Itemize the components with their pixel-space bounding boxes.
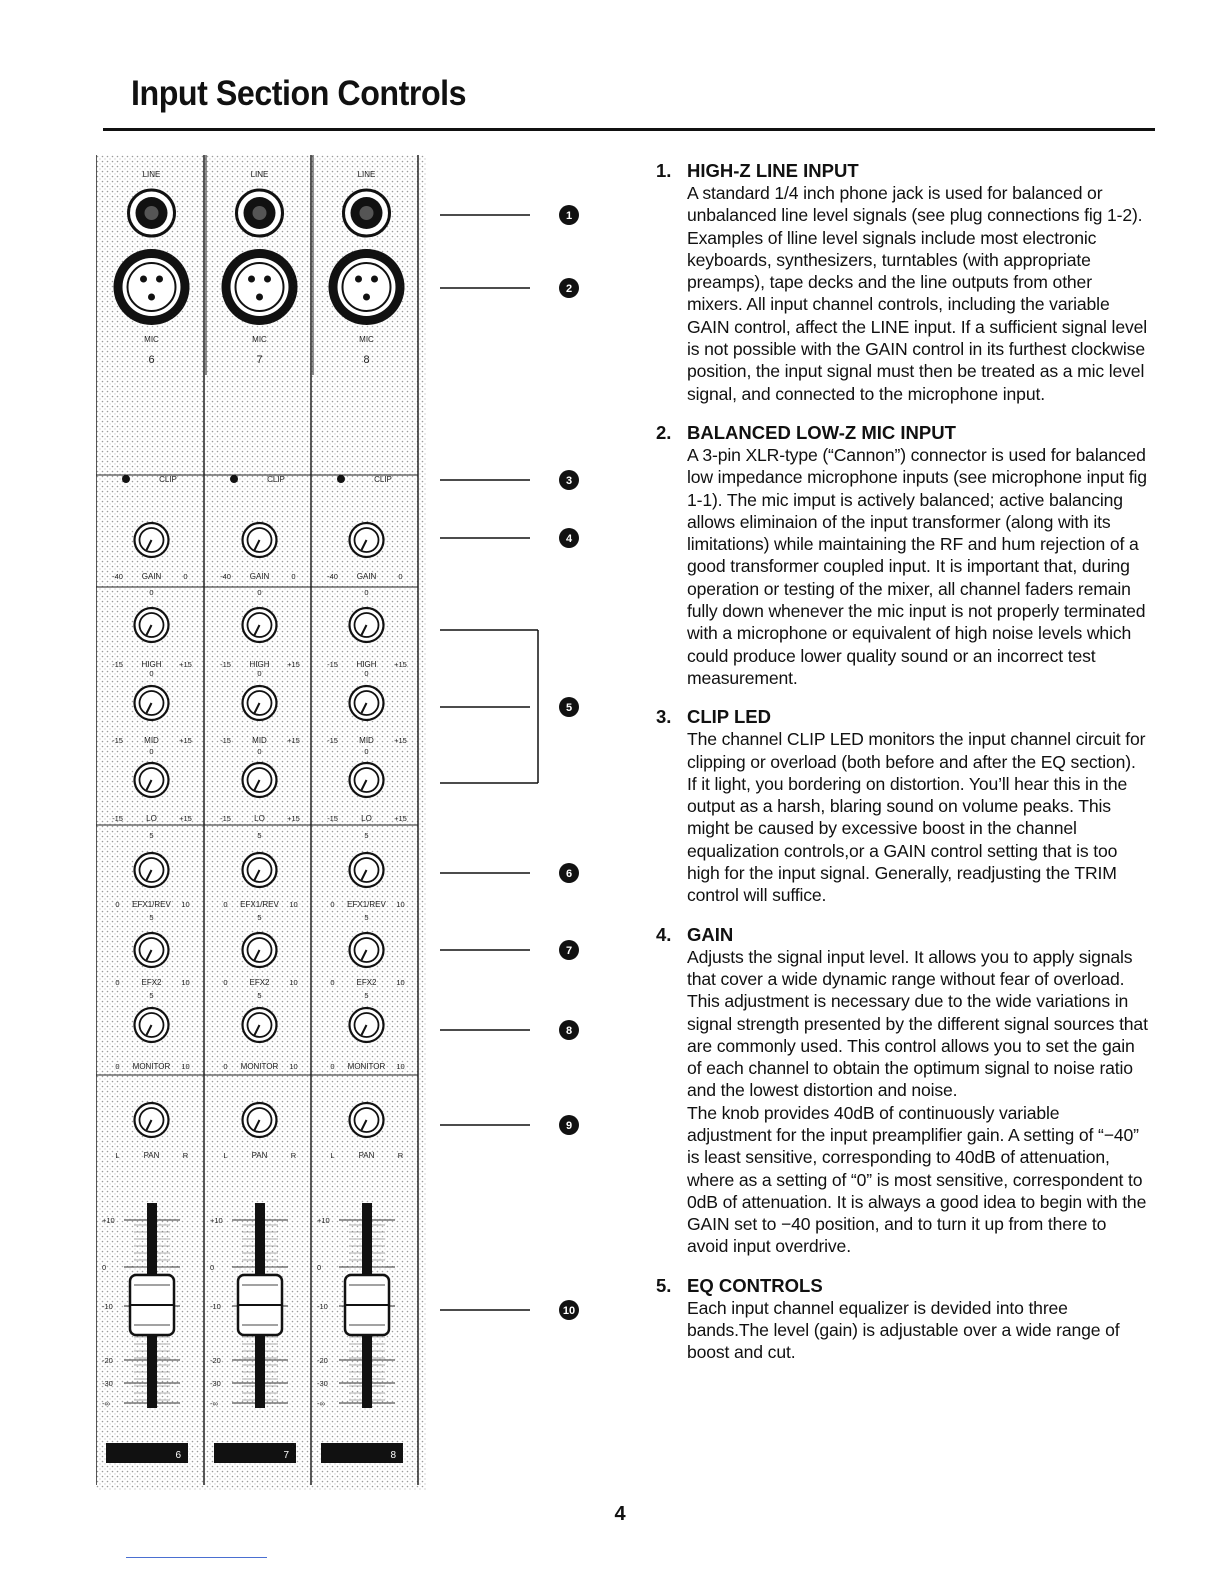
knob-scale-min: -40 (220, 572, 231, 581)
knob-scale-min: -15 (220, 660, 231, 669)
knob-scale-min: -15 (327, 814, 338, 823)
callout-lines (430, 190, 600, 1340)
knob-scale-min: 0 (330, 1062, 335, 1071)
fader-scale-mark: -∞ (102, 1399, 110, 1408)
clip-led (337, 475, 345, 483)
line-label: LINE (250, 170, 269, 179)
fader-scale-mark: -30 (210, 1379, 221, 1388)
section-heading-text: GAIN (687, 923, 734, 945)
section-1 (656, 160, 1148, 405)
section-heading (656, 422, 1148, 444)
knob-label: HIGH (249, 660, 270, 669)
page-title: Input Section Controls (131, 74, 467, 113)
knob-scale-min: 0 (223, 900, 228, 909)
callout-5 (440, 697, 579, 717)
knob-scale-top: 5 (149, 913, 154, 922)
callout-1 (440, 205, 579, 225)
callout-number: 7 (565, 945, 573, 957)
section-heading (656, 924, 1148, 946)
line-label: LINE (357, 170, 376, 179)
knob-scale-top: 0 (149, 588, 154, 597)
knob-scale-top: 0 (149, 669, 154, 678)
knob-scale-min: 0 (223, 978, 228, 987)
section-paragraph: Adjusts the signal input level. It allows you to apply signals that cover a wide dynamic range without fear of overload. This adjustment is necessary due to the wide variations in signal strength presented by the different signal sources that are commonly used. This control allows you to set the gain of each channel to obtain the optimum signal to noise ratio and the lowest distortion and noise. (687, 946, 1148, 1101)
fader-scale-mark: -20 (102, 1356, 113, 1365)
knob-scale-min: -15 (112, 660, 123, 669)
knob-scale-min: 0 (330, 978, 335, 987)
callout-number: 2 (565, 283, 573, 295)
knob-scale-top: 0 (149, 747, 154, 756)
fader-scale-mark: +10 (210, 1216, 223, 1225)
fader-scale-mark: -20 (210, 1356, 221, 1365)
section-number: 2. (656, 421, 672, 443)
fader-scale-mark: -∞ (210, 1399, 218, 1408)
fader-scale-mark: -10 (102, 1302, 113, 1311)
knob-scale-top: 5 (364, 913, 369, 922)
callout-number: 1 (565, 210, 573, 222)
section-4 (656, 924, 1148, 1258)
knob-label: EFX2 (356, 978, 377, 987)
section-heading-text: HIGH-Z LINE INPUT (687, 160, 859, 181)
knob-label: EFX2 (249, 978, 270, 987)
callout-number: 6 (565, 868, 573, 880)
section-paragraph: The knob provides 40dB of continuously variable adjustment for the input preamplifier gain. A setting of “−40” is least sensitive, corresponding to 40dB of attenuation, where as a setting of “0” is most sensitive, correspondent to 0dB of attenuation. It is always a good idea to begin with the GAIN set to −40 position, and to turn it up from there to avoid input overdrive. (687, 1102, 1147, 1257)
knob-scale-min: L (115, 1151, 120, 1160)
knob-scale-top: 0 (257, 747, 262, 756)
knob-scale-max: 10 (181, 978, 190, 987)
knob-label: GAIN (141, 572, 162, 581)
mic-label: MIC (252, 335, 267, 344)
knob-scale-top: 5 (257, 831, 262, 840)
callout-9 (440, 1115, 579, 1135)
fader-scale-mark: -30 (317, 1379, 328, 1388)
knob-label: GAIN (249, 572, 270, 581)
fader-scale-mark: 0 (210, 1263, 215, 1272)
callout-4 (440, 528, 579, 548)
callout-number: 9 (565, 1120, 573, 1132)
section-paragraph: Each input channel equalizer is devided into three bands.The level (gain) is adjustable over a wide range of boost and cut. (687, 1297, 1120, 1363)
section-number: 5. (656, 1274, 672, 1296)
knob-scale-max: R (397, 1151, 404, 1160)
callout-10 (440, 1300, 579, 1320)
knob-scale-max: 0 (398, 572, 403, 581)
knob-label: PAN (143, 1151, 160, 1160)
title-rule (103, 128, 1155, 131)
knob-scale-max: 0 (183, 572, 188, 581)
knob-label: MID (252, 736, 267, 745)
callout-number: 3 (565, 475, 573, 487)
knob-scale-top: 5 (257, 991, 262, 1000)
section-number: 1. (656, 160, 672, 181)
knob-scale-min: 0 (115, 1062, 120, 1071)
knob-scale-top: 5 (364, 991, 369, 1000)
knob-scale-max: +15 (394, 814, 407, 823)
knob-scale-max: 10 (181, 1062, 190, 1071)
knob-label: EFX1/REV (347, 900, 386, 909)
channel-number-top: 8 (363, 354, 370, 366)
knob-scale-min: 0 (115, 900, 120, 909)
callout-8 (440, 1020, 579, 1040)
callout-number: 10 (562, 1305, 576, 1317)
knob-scale-max: 0 (291, 572, 296, 581)
section-paragraph: A 3-pin XLR-type (“Cannon”) connector is used for balanced low impedance microphone inputs (see microphone input fig 1-1). The mic imput is actively balanced; active balancing allows eliminaion of the input transformer (along with its limitations) while maintaining the RF and hum rejection of a good transformer coupled input. It is important that, during operation or testing of the mixer, all channel faders remain fully down whenever the mic input is not properly terminated with a microphone or equivalent of high noise levels which could produce lower quality sound or an incorrect test measurement. (687, 444, 1147, 688)
knob-scale-max: +15 (179, 814, 192, 823)
knob-scale-min: -40 (327, 572, 338, 581)
knob-scale-top: 5 (364, 831, 369, 840)
knob-scale-top: 5 (257, 913, 262, 922)
clip-label: CLIP (159, 475, 177, 484)
knob-scale-max: +15 (287, 814, 300, 823)
knob-scale-max: R (182, 1151, 189, 1160)
knob-scale-max: R (290, 1151, 297, 1160)
knob-scale-top: 0 (364, 747, 369, 756)
knob-scale-min: -15 (220, 814, 231, 823)
channel-number-top: 7 (256, 354, 263, 366)
knob-scale-max: +15 (179, 736, 192, 745)
knob-scale-min: L (330, 1151, 335, 1160)
section-heading-text: BALANCED LOW-Z MIC INPUT (687, 421, 956, 443)
footer-link-line (126, 1557, 267, 1558)
channel-number-bottom: 7 (283, 1450, 289, 1461)
fader-scale-mark: -20 (317, 1356, 328, 1365)
section-number: 4. (656, 923, 672, 945)
knob-label: MONITOR (240, 1062, 279, 1071)
knob-scale-min: L (223, 1151, 228, 1160)
channel-number-top: 6 (148, 354, 155, 366)
knob-scale-max: 10 (396, 978, 405, 987)
knob-scale-min: -15 (327, 736, 338, 745)
section-5 (656, 1275, 1148, 1364)
callout-6 (440, 863, 579, 883)
knob-label: MID (359, 736, 374, 745)
knob-scale-top: 0 (257, 669, 262, 678)
knob-scale-min: 0 (330, 900, 335, 909)
knob-scale-max: +15 (179, 660, 192, 669)
knob-scale-max: 10 (396, 1062, 405, 1071)
mic-label: MIC (144, 335, 159, 344)
fader-scale-mark: 0 (317, 1263, 322, 1272)
knob-scale-top: 0 (364, 588, 369, 597)
knob-scale-max: +15 (287, 736, 300, 745)
callout-number: 5 (565, 702, 573, 714)
knob-label: LO (361, 814, 372, 823)
callout-2 (440, 278, 579, 298)
channel-number-bottom: 6 (175, 1450, 181, 1461)
knob-label: LO (146, 814, 157, 823)
fader-scale-mark: -30 (102, 1379, 113, 1388)
section-heading (656, 1275, 1148, 1297)
knob-scale-max: 10 (289, 1062, 298, 1071)
section-paragraph: The channel CLIP LED monitors the input channel circuit for clipping or overload (both before and after the EQ section). If it light, you bordering on distortion. You’ll hear this in the output as a harsh, blaring sound on volume peaks. This might be caused by excessive boost in the channel equalization controls,or a GAIN control setting that is too high for the input signal. Generally, readjusting the TRIM control will suffice. (687, 729, 1146, 906)
knob-scale-top: 0 (364, 669, 369, 678)
knob-label: EFX2 (141, 978, 162, 987)
page-number: 4 (614, 1503, 626, 1525)
mic-label: MIC (359, 335, 374, 344)
channel-number-bottom: 8 (390, 1450, 396, 1461)
fader-scale-mark: -10 (317, 1302, 328, 1311)
knob-scale-min: -15 (112, 814, 123, 823)
line-label: LINE (142, 170, 161, 179)
knob-scale-min: 0 (223, 1062, 228, 1071)
knob-scale-min: -15 (220, 736, 231, 745)
knob-scale-max: +15 (287, 660, 300, 669)
knob-label: PAN (251, 1151, 268, 1160)
knob-label: PAN (358, 1151, 375, 1160)
callout-7 (440, 940, 579, 960)
knob-label: HIGH (141, 660, 162, 669)
section-2 (656, 422, 1148, 689)
knob-scale-min: 0 (115, 978, 120, 987)
section-number: 3. (656, 706, 672, 728)
knob-scale-max: 10 (289, 978, 298, 987)
clip-label: CLIP (267, 475, 285, 484)
knob-label: MONITOR (132, 1062, 171, 1071)
fader-scale-mark: -10 (210, 1302, 221, 1311)
fader-scale-mark: +10 (317, 1216, 330, 1225)
knob-scale-max: 10 (396, 900, 405, 909)
knob-scale-min: -15 (112, 736, 123, 745)
knob-scale-min: -15 (327, 660, 338, 669)
section-heading (656, 160, 1148, 182)
knob-label: GAIN (356, 572, 377, 581)
mixer-panel-illustration (96, 155, 426, 1490)
description-column (656, 160, 1148, 1381)
knob-label: HIGH (356, 660, 377, 669)
fader-scale-mark: 0 (102, 1263, 107, 1272)
knob-scale-max: +15 (394, 736, 407, 745)
fader-scale-mark: -∞ (317, 1399, 325, 1408)
knob-scale-top: 0 (257, 588, 262, 597)
callout-number: 4 (565, 533, 573, 545)
knob-label: EFX1/REV (240, 900, 279, 909)
clip-led (230, 475, 238, 483)
section-heading (656, 706, 1148, 728)
knob-label: MONITOR (347, 1062, 386, 1071)
section-paragraph: A standard 1/4 inch phone jack is used for balanced or unbalanced line level signals (see plug connections fig 1-2). Examples of lline level signals include most electronic keyboards, synthesizers, turntables (with appropriate preamps), tape decks and the line outputs from other mixers. All input channel controls, including the variable GAIN control, affect the LINE input. If a sufficient signal level is not possible with the GAIN control in its furthest clockwise position, the input signal must then be treated as a mic level signal, and connected to the microphone input. (687, 183, 1147, 404)
section-heading-text: EQ CONTROLS (687, 1274, 823, 1296)
section-3 (656, 706, 1148, 906)
knob-scale-max: 10 (181, 900, 190, 909)
knob-scale-top: 5 (149, 991, 154, 1000)
knob-scale-max: 10 (289, 900, 298, 909)
callout-number: 8 (565, 1025, 573, 1037)
knob-label: MID (144, 736, 159, 745)
fader-scale-mark: +10 (102, 1216, 115, 1225)
knob-label: EFX1/REV (132, 900, 171, 909)
clip-label: CLIP (374, 475, 392, 484)
callout-3 (440, 470, 579, 490)
knob-scale-top: 5 (149, 831, 154, 840)
knob-scale-min: -40 (112, 572, 123, 581)
clip-led (122, 475, 130, 483)
knob-label: LO (254, 814, 265, 823)
section-heading-text: CLIP LED (687, 706, 771, 728)
knob-scale-max: +15 (394, 660, 407, 669)
